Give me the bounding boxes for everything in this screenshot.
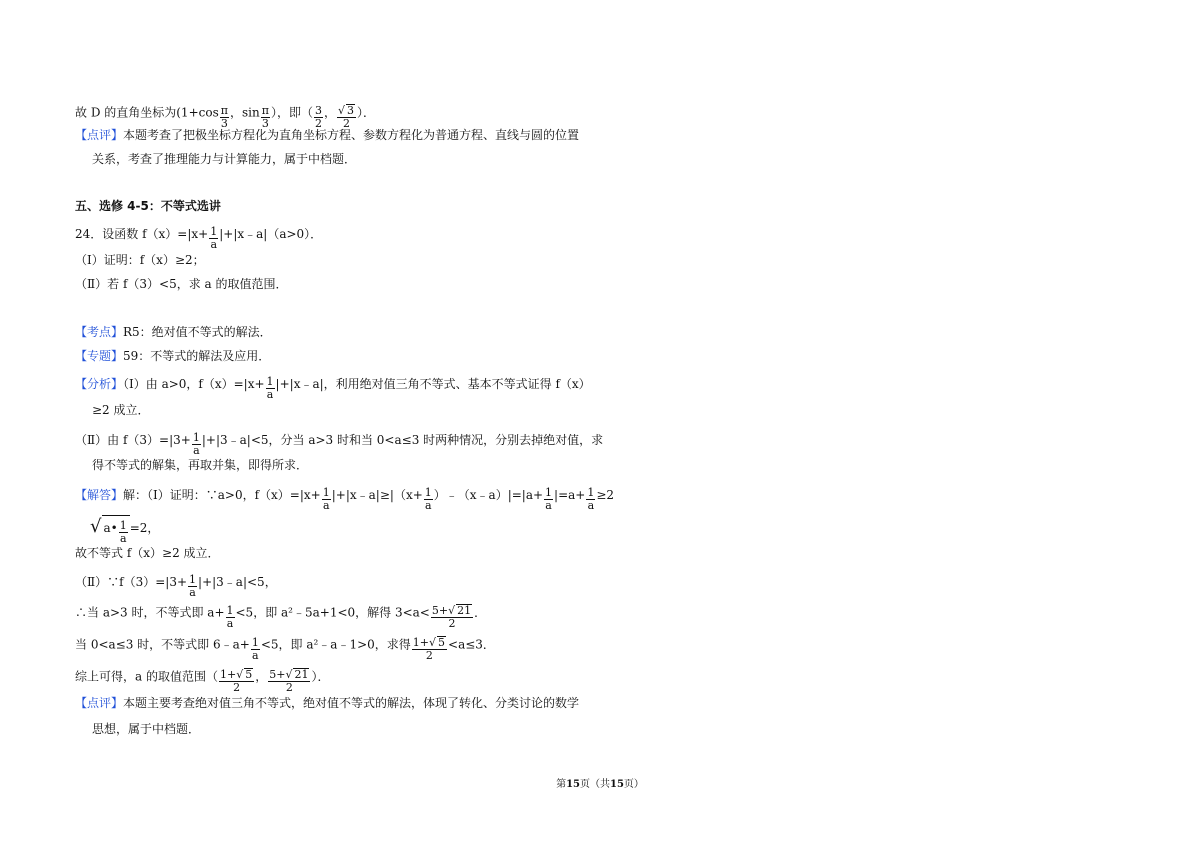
fraction: $\frac{\pi}{3}$ — [220, 103, 228, 130]
fraction: $\frac{1+√ 5}{2}$ — [219, 668, 254, 694]
solution-case-1: ∴当 a>3 时，不等式即 a+ $\frac{1}{a}$ <5，即 a²﹣5a+1<0，解得 3<a< $\frac{5+√ 21}{2}$ ． — [75, 600, 486, 626]
review2-line-1: 【点评】本题主要考查绝对值三角不等式，绝对值不等式的解法，体现了转化、分类讨论的数学 — [75, 696, 580, 710]
text: 故 D 的直角坐标为(1+cos — [75, 105, 219, 120]
review2-line-2: 思想，属于中档题． — [92, 722, 201, 736]
solution-summary: 综上可得，a 的取值范围（ $\frac{1+√ 5}{2}$ ， $\frac{5+√ 21}{2}$ ）． — [75, 664, 329, 690]
sqrt-icon — [90, 516, 101, 537]
review-line-1: 【点评】本题考查了把极坐标方程化为直角坐标方程、参数方程化为普通方程、直线与圆的位置 — [75, 128, 580, 142]
analysis-line-3: （Ⅱ）由 f（3）=|3+ $\frac{1}{a}$ |+|3﹣a|<5，分当 a>3 时和当 0<a≤3 时两种情况，分别去掉绝对值，求 — [75, 431, 604, 457]
question-part-1: （Ⅰ）证明：f（x）≥2； — [75, 253, 205, 267]
page-footer: 第15页（共15页） — [556, 779, 644, 790]
fraction: $\frac{1}{a}$ — [189, 573, 197, 599]
fraction: $\frac{5+√ 21}{2}$ — [431, 604, 473, 630]
solution-part-2: （Ⅱ）∵f（3）=|3+ $\frac{1}{a}$ |+|3﹣a|<5， — [75, 573, 277, 599]
fraction: $\frac{1}{a}$ — [587, 486, 595, 512]
analysis-tag: 【分析】 — [75, 377, 124, 391]
question-part-2: （Ⅱ）若 f（3）<5，求 a 的取值范围． — [75, 277, 288, 291]
fraction: $\frac{\pi}{3}$ — [261, 103, 269, 130]
analysis-line-1: 【分析】（Ⅰ）由 a>0，f（x）=|x+ $\frac{1}{a}$ |+|x﹣a|，利用绝对值三角不等式、基本不等式证得 f（x） — [75, 375, 591, 401]
page-total: 15 — [610, 779, 624, 790]
fraction: √ $\frac{3}{2}$ — [337, 104, 356, 130]
fraction: $\frac{1}{a}$ — [545, 486, 553, 512]
kaodian-line: 【考点】R5：绝对值不等式的解法． — [75, 325, 272, 339]
fraction: $\frac{1}{a}$ — [424, 486, 432, 512]
solution-tag: 【解答】 — [75, 488, 124, 502]
fraction: $\frac{1}{a}$ — [210, 225, 218, 251]
fraction: $\frac{1}{a}$ — [119, 519, 127, 545]
review-line-2: 关系，考查了推理能力与计算能力，属于中档题． — [92, 152, 357, 166]
fraction: $\frac{1}{a}$ — [192, 431, 200, 457]
analysis-line-2: ≥2 成立． — [92, 403, 150, 417]
analysis-line-4: 得不等式的解集，再取并集，即得所求． — [92, 458, 309, 472]
question-24: 24．设函数 f（x）=|x+ $\frac{1}{a}$ |+|x﹣a|（a>0）． — [75, 225, 323, 251]
fraction: $\frac{1}{a}$ — [226, 603, 234, 630]
fraction: $\frac{1}{a}$ — [322, 486, 330, 512]
kaodian-tag: 【考点】 — [75, 325, 124, 339]
fraction: $\frac{1+√ 5}{2}$ — [412, 636, 447, 662]
zhuanti-tag: 【专题】 — [75, 349, 124, 363]
solution-line-1: 【解答】解：（Ⅰ）证明：∵a>0，f（x）=|x+ $\frac{1}{a}$ |+|x﹣a|≥|（x+ $\frac{1}{a}$ ）﹣（x﹣a）|=|a+ $\frac{1}{a}$ |=a+ $\frac{1}{a}$ ≥2 — [75, 486, 615, 512]
review-tag: 【点评】 — [75, 128, 124, 142]
section-title: 五、选修 4-5：不等式选讲 — [75, 199, 221, 213]
zhuanti-line: 【专题】59：不等式的解法及应用． — [75, 349, 271, 363]
fraction: $\frac{5+√ 21}{2}$ — [268, 668, 310, 694]
d-coordinate-line: 故 D 的直角坐标为(1+cos $\frac{\pi}{3}$ ，sin $\frac{\pi}{3}$ ），即（ $\frac{3}{2}$ ， √ $\frac{3}{2}$ ）． — [75, 100, 375, 126]
fraction: $\frac{3}{2}$ — [314, 103, 322, 130]
solution-case-2: 当 0<a≤3 时，不等式即 6﹣a+ $\frac{1}{a}$ <5，即 a²﹣a﹣1>0，求得 $\frac{1+√ 5}{2}$ <a≤3． — [75, 632, 495, 658]
fraction: $\frac{1}{a}$ — [251, 635, 259, 662]
solution-sqrt-line: √ a• $\frac{1}{a}$ =2， — [90, 515, 159, 541]
page-number: 15 — [566, 779, 580, 790]
solution-conclusion: 故不等式 f（x）≥2 成立． — [75, 546, 220, 560]
review-tag: 【点评】 — [75, 696, 124, 710]
fraction: $\frac{1}{a}$ — [266, 375, 274, 401]
